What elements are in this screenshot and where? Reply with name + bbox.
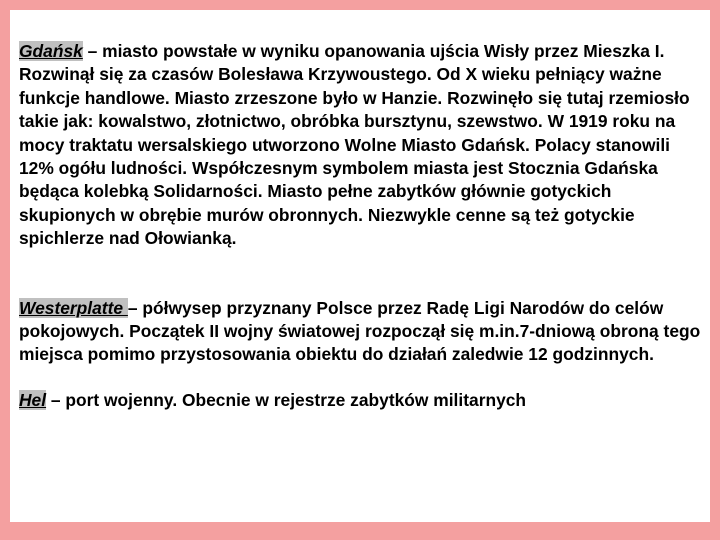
paragraph-gdansk (19, 40, 707, 251)
text-gdansk: – miasto powstałe w wyniku opanowania ujścia Wisły przez Mieszka I. Rozwinął się za czasów Bolesława Krzywoustego. Od X wieku pełniący ważne funkcje handlowe. Miasto zrzeszone było w Hanzie. Rozwinęło się tutaj rzemiosło takie jak: kowalstwo, złotnictwo, obróbka bursztynu, szewstwo. W 1919 roku na mocy traktatu wersalskiego utworzono Wolne Miasto Gdańsk. Polacy stanowili 12% ogółu ludności. Współczesnym symbolem miasta jest Stocznia Gdańska będąca kolebką Solidarności. Miasto pełne zabytków głównie gotyckich skupionych w obrębie murów obronnych. Niezwykle cenne są też gotyckie spichlerze nad Ołowianką. (19, 41, 690, 249)
paragraph-hel (19, 389, 707, 412)
text-hel: – port wojenny. Obecnie w rejestrze zabytków militarnych (46, 389, 527, 410)
paragraph-westerplatte (19, 297, 707, 367)
term-westerplatte: Westerplatte (19, 297, 128, 318)
text-westerplatte: – półwysep przyznany Polsce przez Radę Ligi Narodów do celów pokojowych. Początek II wojny światowej rozpoczął się m.in.7-dniową obroną tego miejsca pomimo przystosowania obiektu do działań zaledwie 12 godzinnych. (19, 297, 701, 365)
slide (10, 10, 710, 522)
term-hel: Hel (19, 389, 47, 410)
term-gdansk: Gdańsk (19, 41, 83, 61)
slide-content (19, 40, 707, 412)
